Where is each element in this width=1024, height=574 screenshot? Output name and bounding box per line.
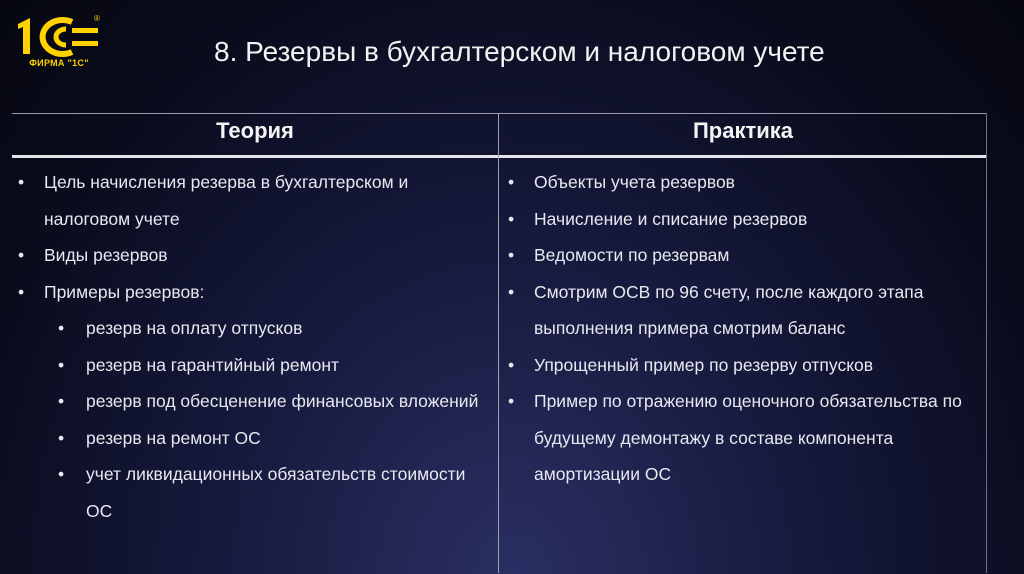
theory-list <box>14 164 494 529</box>
list-item <box>14 383 494 420</box>
list-item <box>14 237 494 274</box>
bullet-icon: • <box>58 318 65 338</box>
list-item <box>14 347 494 384</box>
logo-caption: ФИРМА "1С" <box>29 58 89 68</box>
list-item-text: учет ликвидационных обязательств стоимости ОС <box>86 464 466 521</box>
list-item-text: Пример по отражению оценочного обязательства по будущему демонтажу в составе компонента амортизации ОС <box>534 391 962 484</box>
company-logo <box>14 14 104 76</box>
bullet-icon: • <box>508 281 515 302</box>
list-item <box>504 237 974 274</box>
list-item-text: Объекты учета резервов <box>534 172 735 192</box>
table-right-border <box>986 113 987 573</box>
bullet-icon: • <box>18 281 25 302</box>
bullet-icon: • <box>508 172 515 192</box>
bullet-icon: • <box>18 245 25 265</box>
list-item-text: резерв на оплату отпусков <box>86 318 303 338</box>
practice-list <box>504 164 974 493</box>
list-item <box>14 420 494 457</box>
list-item <box>14 310 494 347</box>
list-item-text: резерв на гарантийный ремонт <box>86 354 340 375</box>
list-item <box>504 383 974 493</box>
bullet-icon: • <box>18 172 25 192</box>
trademark-label: ® <box>94 14 100 23</box>
bullet-icon: • <box>508 354 515 375</box>
logo-mark-icon <box>14 14 104 58</box>
bullet-icon: • <box>58 464 65 484</box>
list-item-text: Упрощенный пример по резерву отпусков <box>534 354 874 375</box>
list-item <box>504 164 974 201</box>
list-item <box>14 274 494 311</box>
list-item <box>504 347 974 384</box>
bullet-icon: • <box>58 391 65 411</box>
list-item-text: резерв на ремонт ОС <box>86 427 261 448</box>
list-item-text: резерв под обесценение финансовых вложений <box>86 391 479 411</box>
table-top-border <box>12 113 986 114</box>
bullet-icon: • <box>508 245 515 265</box>
bullet-icon: • <box>508 208 515 229</box>
page-title: 8. Резервы в бухгалтерском и налоговом учете <box>214 36 825 67</box>
list-item-text: Примеры резервов: <box>44 281 205 302</box>
bullet-icon: • <box>508 391 515 411</box>
theory-heading: Теория <box>216 118 294 143</box>
header-divider <box>12 155 986 158</box>
list-item <box>14 164 494 237</box>
list-item-text: Ведомости по резервам <box>534 245 730 265</box>
list-item-text: Начисление и списание резервов <box>534 208 808 229</box>
list-item <box>504 201 974 238</box>
list-item <box>504 274 974 347</box>
list-item-text: Виды резервов <box>44 245 168 265</box>
bullet-icon: • <box>58 427 65 448</box>
column-divider <box>498 113 499 573</box>
practice-heading: Практика <box>692 118 794 143</box>
list-item-text: Цель начисления резерва в бухгалтерском и налоговом учете <box>44 172 409 229</box>
list-item-text: Смотрим ОСВ по 96 счету, после каждого этапа выполнения примера смотрим баланс <box>534 281 924 338</box>
bullet-icon: • <box>58 354 65 375</box>
list-item <box>14 456 494 529</box>
